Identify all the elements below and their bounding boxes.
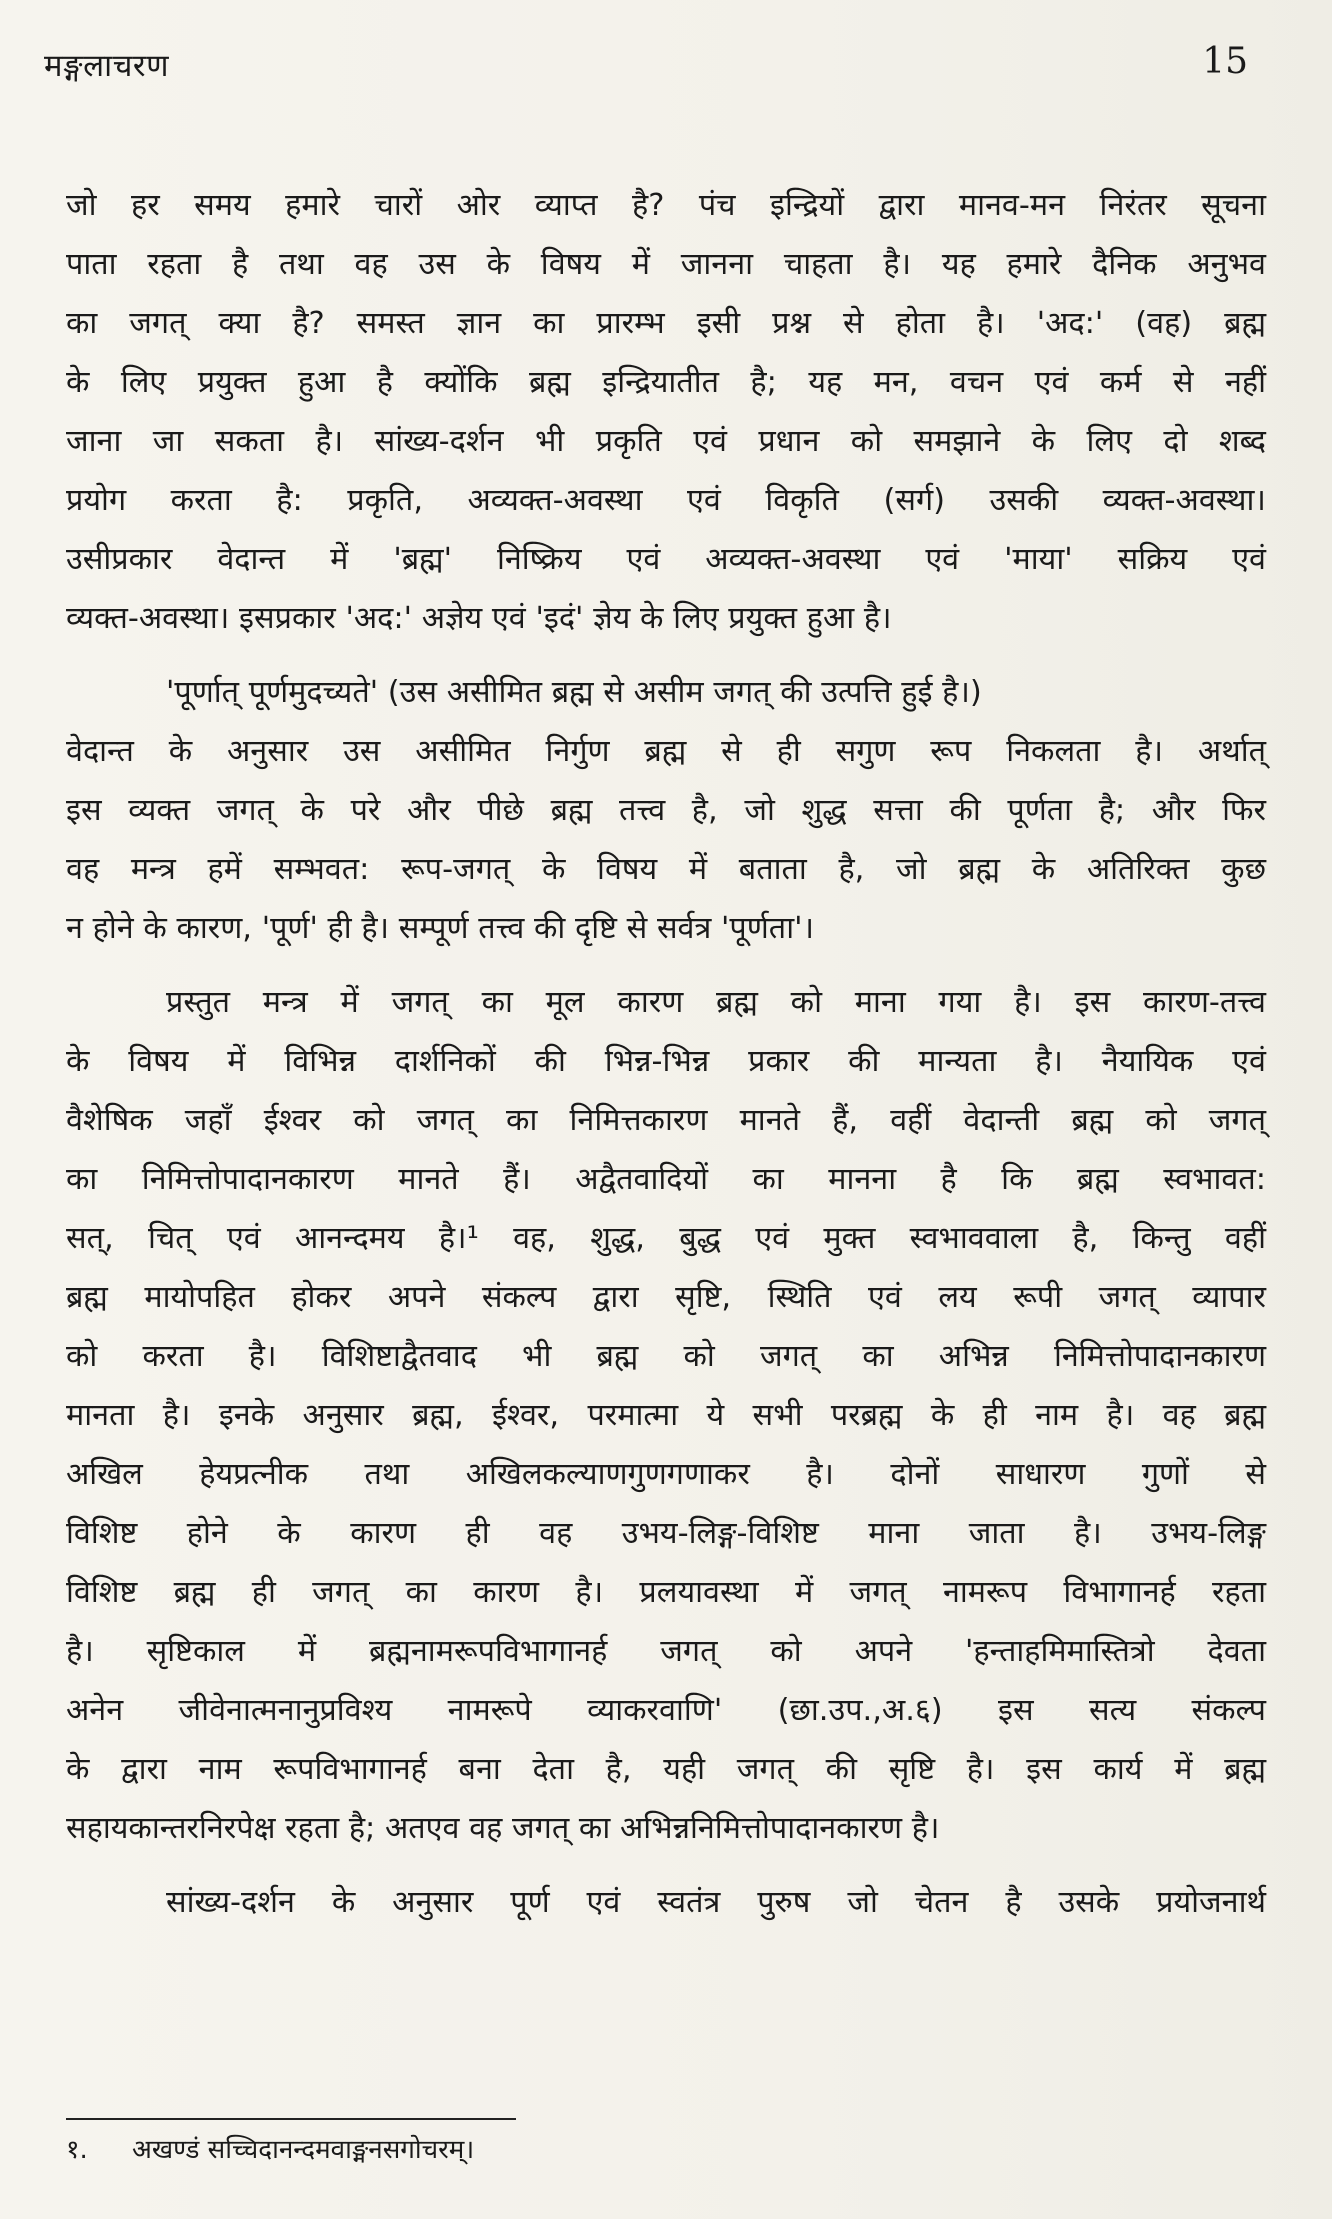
text-line: अखिल हेयप्रत्नीक तथा अखिलकल्याणगुणगणाकर है। दोनों साधारण गुणों से [66, 1457, 1266, 1492]
text-line: जो हर समय हमारे चारों ओर व्याप्त है? पंच इन्द्रियों द्वारा मानव-मन निरंतर सूचना [66, 188, 1266, 223]
text-line: जाना जा सकता है। सांख्य-दर्शन भी प्रकृति एवं प्रधान को समझाने के लिए दो शब्द [66, 424, 1266, 459]
text-line: के द्वारा नाम रूपविभागानर्ह बना देता है, यही जगत् की सृष्टि है। इस कार्य में ब्रह्म [66, 1752, 1266, 1787]
text-line: को करता है। विशिष्टाद्वैतवाद भी ब्रह्म को जगत् का अभिन्न निमित्तोपादानकारण [66, 1339, 1266, 1374]
text-line: सांख्य-दर्शन के अनुसार पूर्ण एवं स्वतंत्र पुरुष जो चेतन है उसके प्रयोजनार्थ [166, 1885, 1266, 1920]
text-line: न होने के कारण, 'पूर्ण' ही है। सम्पूर्ण तत्त्व की दृष्टि से सर्वत्र 'पूर्णता'। [66, 911, 815, 946]
text-line: इस व्यक्त जगत् के परे और पीछे ब्रह्म तत्त्व है, जो शुद्ध सत्ता की पूर्णता है; और फिर [66, 793, 1266, 828]
paragraph-4 [66, 1873, 1266, 1932]
text-line: प्रस्तुत मन्त्र में जगत् का मूल कारण ब्रह्म को माना गया है। इस कारण-तत्त्व [166, 985, 1266, 1020]
text-line: प्रयोग करता है: प्रकृति, अव्यक्त-अवस्था एवं विकृति (सर्ग) उसकी व्यक्त-अवस्था। [66, 483, 1266, 518]
footnote-divider [66, 2118, 516, 2120]
text-line: ब्रह्म मायोपहित होकर अपने संकल्प द्वारा सृष्टि, स्थिति एवं लय रूपी जगत् व्यापार [66, 1280, 1266, 1315]
text-line: उसीप्रकार वेदान्त में 'ब्रह्म' निष्क्रिय एवं अव्यक्त-अवस्था एवं 'माया' सक्रिय एवं [66, 542, 1266, 577]
paragraph-3 [66, 973, 1266, 1858]
text-line: अनेन जीवेनात्मनानुप्रविश्य नामरूपे व्याकरवाणि' (छा.उप.,अ.६) इस सत्य संकल्प [66, 1693, 1266, 1728]
paragraph-2 [66, 663, 1266, 958]
text-line: विशिष्ट होने के कारण ही वह उभय-लिङ्ग-विशिष्ट माना जाता है। उभय-लिङ्ग [66, 1516, 1266, 1551]
text-line: सत्, चित् एवं आनन्दमय है।¹ वह, शुद्ध, बुद्ध एवं मुक्त स्वभाववाला है, किन्तु वहीं [66, 1221, 1266, 1256]
running-header-title: मङ्गलाचरण [44, 48, 169, 84]
text-line: का निमित्तोपादानकारण मानते हैं। अद्वैतवादियों का मानना है कि ब्रह्म स्वभावत: [66, 1162, 1266, 1197]
text-line: वेदान्त के अनुसार उस असीमित निर्गुण ब्रह्म से ही सगुण रूप निकलता है। अर्थात् [66, 734, 1266, 769]
text-line: वैशेषिक जहाँ ईश्वर को जगत् का निमित्तकारण मानते हैं, वहीं वेदान्ती ब्रह्म को जगत् [66, 1103, 1266, 1138]
footnote [66, 2132, 474, 2168]
text-line: के विषय में विभिन्न दार्शनिकों की भिन्न-भिन्न प्रकार की मान्यता है। नैयायिक एवं [66, 1044, 1266, 1079]
paragraph-1 [66, 176, 1266, 648]
footnote-number: १. [66, 2135, 88, 2165]
text-line: है। सृष्टिकाल में ब्रह्मनामरूपविभागानर्ह जगत् को अपने 'हन्ताहमिमास्तित्रो देवता [66, 1634, 1266, 1669]
body-text [66, 176, 1266, 1932]
page-number: 15 [1202, 41, 1248, 82]
text-line: वह मन्त्र हमें सम्भवत: रूप-जगत् के विषय में बताता है, जो ब्रह्म के अतिरिक्त कुछ [66, 852, 1266, 887]
text-line: 'पूर्णात् पूर्णमुदच्यते' (उस असीमित ब्रह्म से असीम जगत् की उत्पत्ति हुई है।) [166, 675, 982, 710]
footnote-text: अखण्डं सच्चिदानन्दमवाङ्मनसगोचरम्। [132, 2135, 475, 2165]
text-line: व्यक्त-अवस्था। इसप्रकार 'अद:' अज्ञेय एवं 'इदं' ज्ञेय के लिए प्रयुक्त हुआ है। [66, 601, 892, 636]
text-line: मानता है। इनके अनुसार ब्रह्म, ईश्वर, परमात्मा ये सभी परब्रह्म के ही नाम है। वह ब्रह्म [66, 1398, 1266, 1433]
text-line: सहायकान्तरनिरपेक्ष रहता है; अतएव वह जगत् का अभिन्ननिमित्तोपादानकारण है। [66, 1811, 940, 1846]
text-line: पाता रहता है तथा वह उस के विषय में जानना चाहता है। यह हमारे दैनिक अनुभव [66, 247, 1266, 282]
text-line: का जगत् क्या है? समस्त ज्ञान का प्रारम्भ इसी प्रश्न से होता है। 'अद:' (वह) ब्रह्म [66, 306, 1266, 341]
text-line: विशिष्ट ब्रह्म ही जगत् का कारण है। प्रलयावस्था में जगत् नामरूप विभागानर्ह रहता [66, 1575, 1266, 1610]
text-line: के लिए प्रयुक्त हुआ है क्योंकि ब्रह्म इन्द्रियातीत है; यह मन, वचन एवं कर्म से नहीं [66, 365, 1266, 400]
